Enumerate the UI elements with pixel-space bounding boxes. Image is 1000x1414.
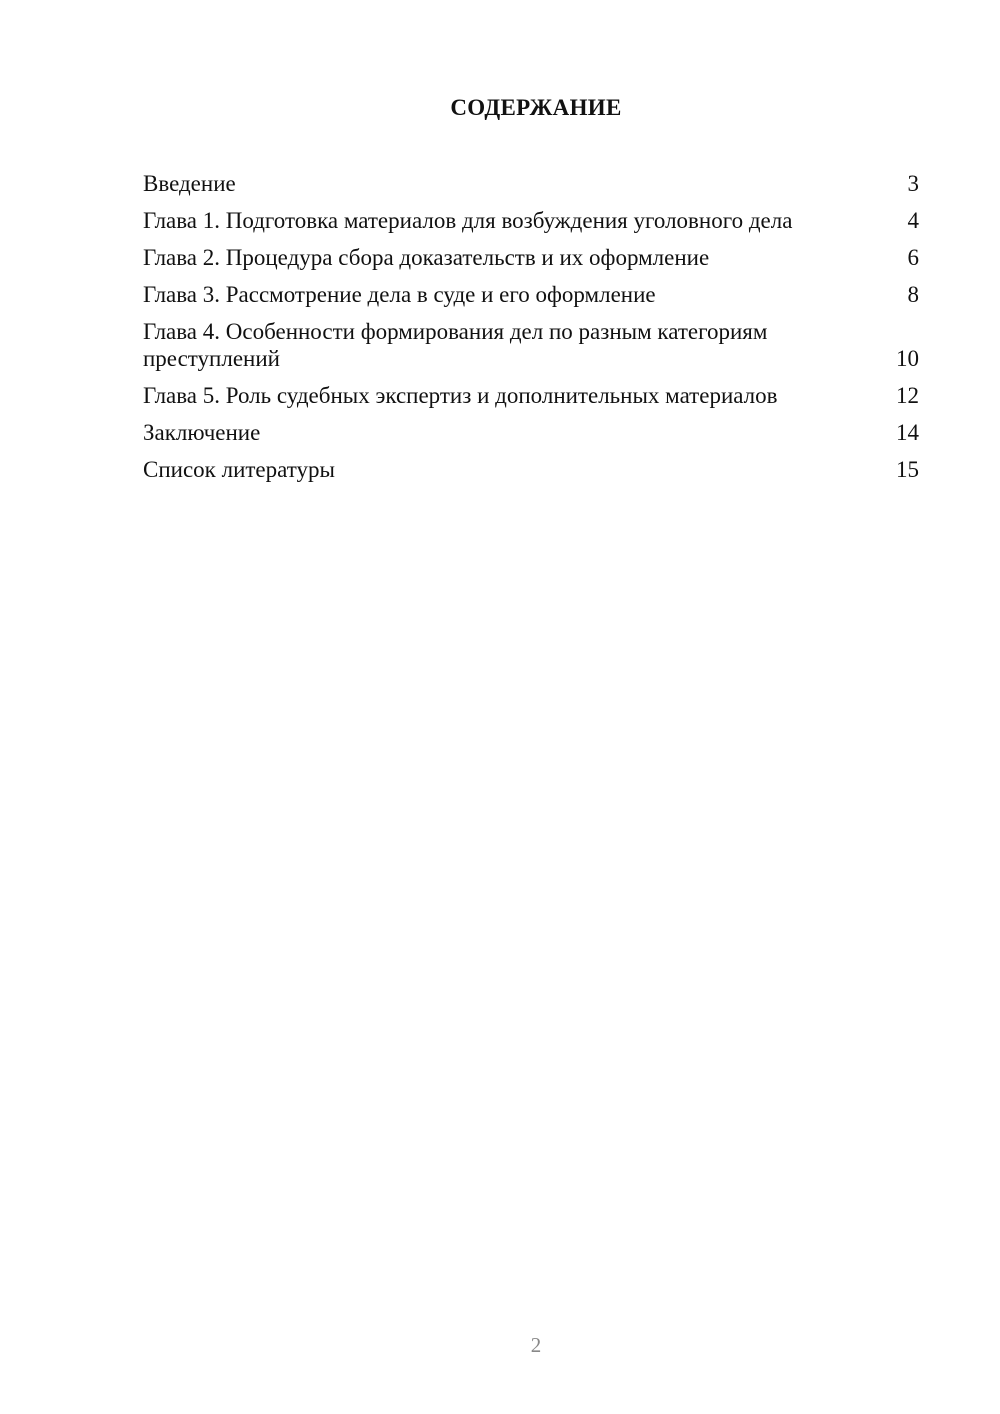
- toc-entry-introduction[interactable]: [143, 170, 919, 197]
- toc-entry-chapter-2[interactable]: [143, 244, 919, 271]
- toc-entry-chapter-1[interactable]: [143, 207, 919, 234]
- toc-entry-chapter-4[interactable]: [143, 318, 919, 372]
- toc-entry-page: 6: [907, 245, 919, 270]
- toc-entry-page: 14: [896, 420, 919, 445]
- toc-entry-page: 3: [907, 171, 919, 196]
- page-number: 2: [530, 1333, 542, 1357]
- toc-entry-label: Глава 3. Рассмотрение дела в суде и его оформление: [143, 282, 656, 307]
- toc-entry-page: 8: [907, 282, 919, 307]
- toc-entry-label: Заключение: [143, 420, 261, 445]
- toc-entry-label: Глава 2. Процедура сбора доказательств и их оформление: [143, 245, 710, 270]
- toc-entry-conclusion[interactable]: [143, 419, 919, 446]
- toc-entry-page: 4: [907, 208, 919, 233]
- page-title: СОДЕРЖАНИЕ: [450, 95, 622, 120]
- toc-entry-page: 10: [896, 346, 919, 371]
- toc-entry-page: 12: [896, 383, 919, 408]
- toc-entry-page: 15: [896, 457, 919, 482]
- toc-entry-references[interactable]: [143, 456, 919, 483]
- toc-entry-label: Глава 5. Роль судебных экспертиз и дополнительных материалов: [143, 383, 778, 408]
- toc-entry-label: Список литературы: [143, 457, 335, 482]
- toc-entry-label: Глава 1. Подготовка материалов для возбуждения уголовного дела: [143, 208, 793, 233]
- toc-entry-label: Глава 4. Особенности формирования дел по разным категориям преступлений: [143, 319, 768, 371]
- toc-entry-chapter-5[interactable]: [143, 382, 919, 409]
- table-of-contents: [143, 170, 919, 493]
- toc-entry-chapter-3[interactable]: [143, 281, 919, 308]
- toc-entry-label: Введение: [143, 171, 236, 196]
